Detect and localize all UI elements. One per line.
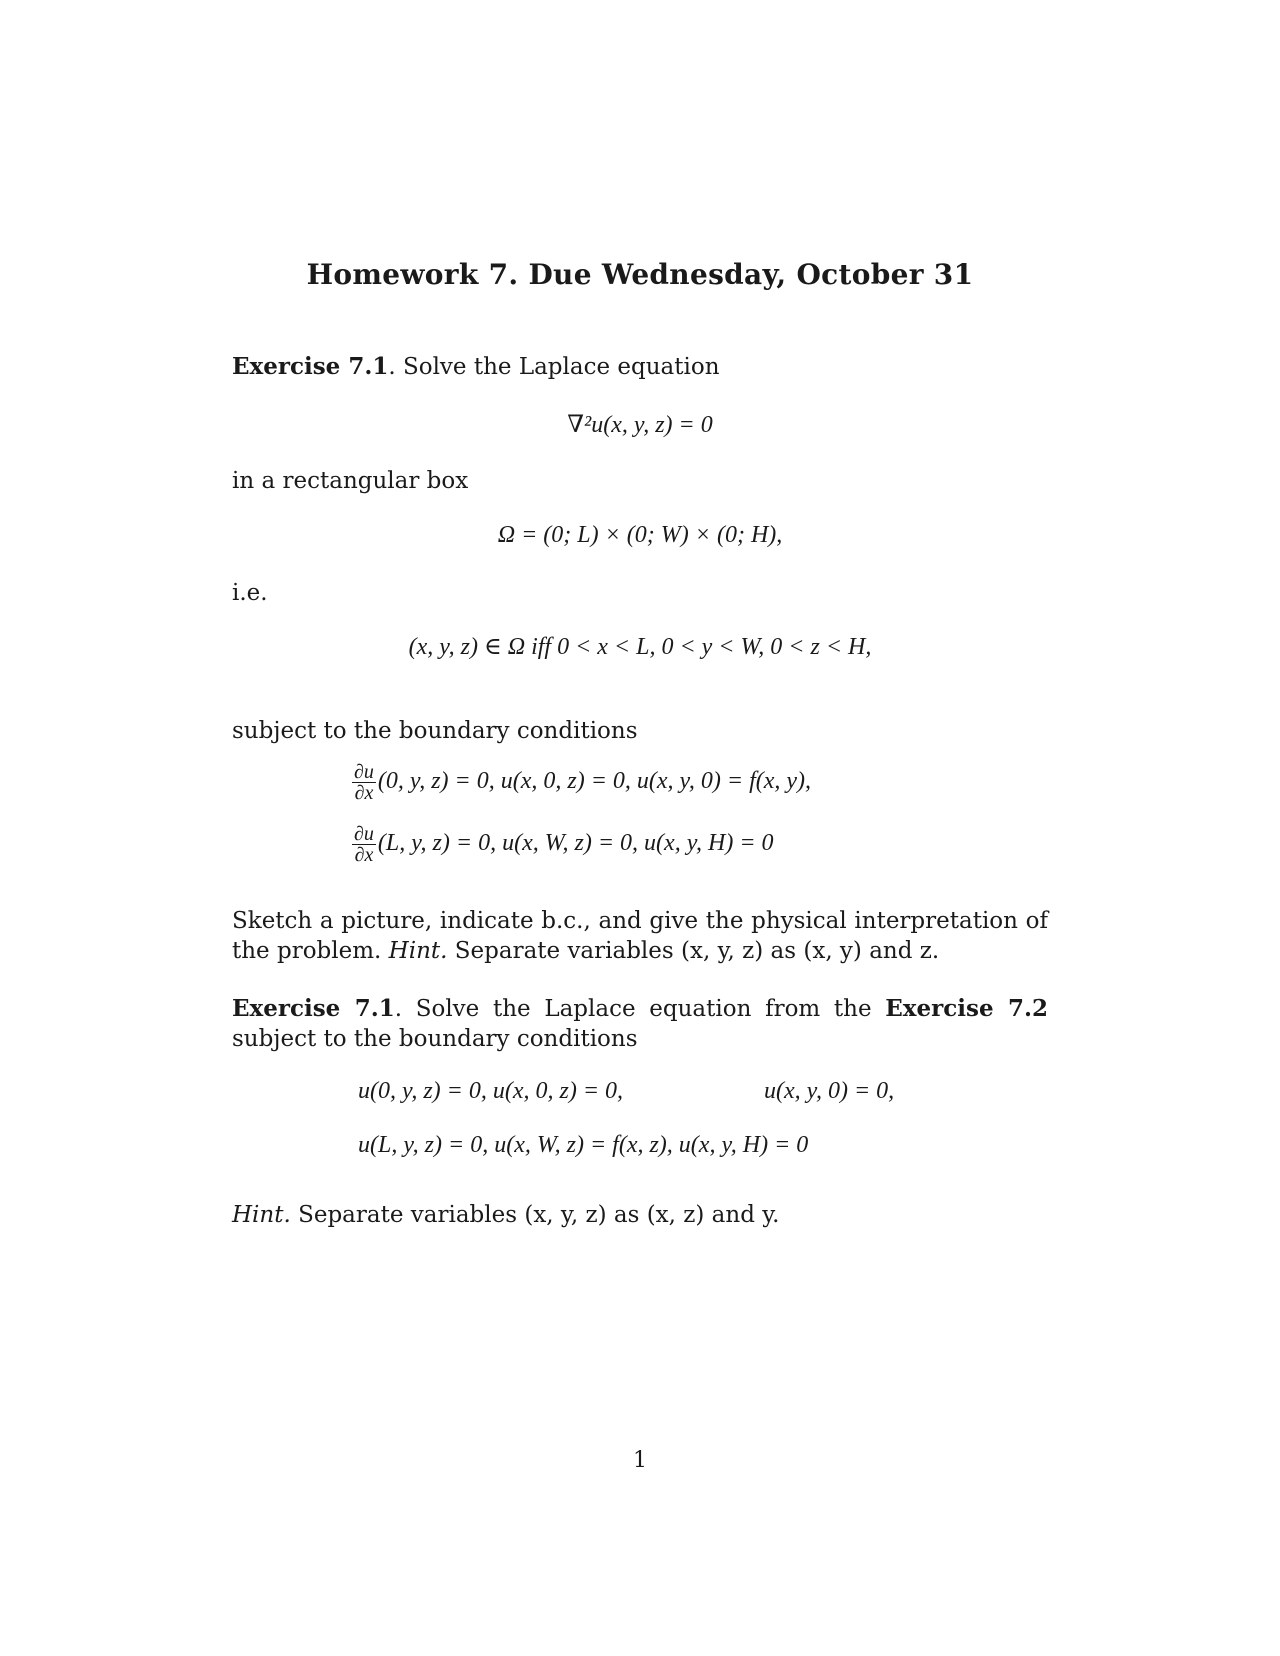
bc2-row-1b: u(x, y, 0) = 0, [764, 1078, 895, 1104]
exercise-1-intro: . Solve the Laplace equation [388, 354, 720, 380]
hint-label-1: Hint. [388, 938, 448, 964]
bc-row-1 [352, 762, 811, 803]
hint-text-2: Separate variables (x, y, z) as (x, z) and y. [298, 1202, 780, 1228]
domain-equation: Ω = (0; L) × (0; W) × (0; H), [497, 522, 783, 548]
bc2-row-2: u(L, y, z) = 0, u(x, W, z) = f(x, z), u(x, y, H) = 0 [358, 1132, 809, 1158]
bc-row-2 [352, 824, 774, 865]
ie-text: i.e. [232, 580, 268, 606]
partial-derivative-1: $\frac{\partial u}{\partial x}$ [354, 761, 374, 804]
sketch-paragraph [232, 906, 1048, 966]
iff-equation: (x, y, z) ∈ Ω iff 0 < x < L, 0 < y < W, 0 < z < H, [408, 634, 872, 660]
exercise-2-paragraph [232, 994, 1048, 1054]
partial-derivative-2: $\frac{\partial u}{\partial x}$ [354, 823, 374, 866]
exercise-ref-label: Exercise 7.2 [885, 995, 1048, 1022]
sketch-text: Sketch a picture, indicate b.c., and give the physical interpretation of the problem. [232, 908, 1048, 964]
bc2-row-1a: u(0, y, z) = 0, u(x, 0, z) = 0, [358, 1078, 624, 1104]
exercise-2-intro: . Solve the Laplace equation from the [394, 996, 872, 1022]
exercise-1-heading [232, 352, 720, 382]
hint-paragraph-2 [232, 1200, 779, 1230]
exercise-2-intro-2: subject to the boundary conditions [232, 1026, 638, 1052]
laplace-equation: ∇²u(x, y, z) = 0 [567, 412, 713, 438]
hint-label-2: Hint. [232, 1202, 291, 1228]
exercise-2-label: Exercise 7.1 [232, 995, 395, 1022]
bc-text: subject to the boundary conditions [232, 718, 638, 744]
bc-row-1-text: (0, y, z) = 0, u(x, 0, z) = 0, u(x, y, 0) = f(x, y), [377, 768, 812, 795]
hint-text-1: Separate variables (x, y, z) as (x, y) and z. [454, 938, 940, 964]
box-text: in a rectangular box [232, 468, 469, 494]
page-number: 1 [633, 1448, 647, 1473]
page-title: Homework 7. Due Wednesday, October 31 [306, 258, 974, 291]
bc-row-2-text: (L, y, z) = 0, u(x, W, z) = 0, u(x, y, H) = 0 [377, 830, 774, 857]
exercise-1-label: Exercise 7.1 [232, 353, 389, 380]
